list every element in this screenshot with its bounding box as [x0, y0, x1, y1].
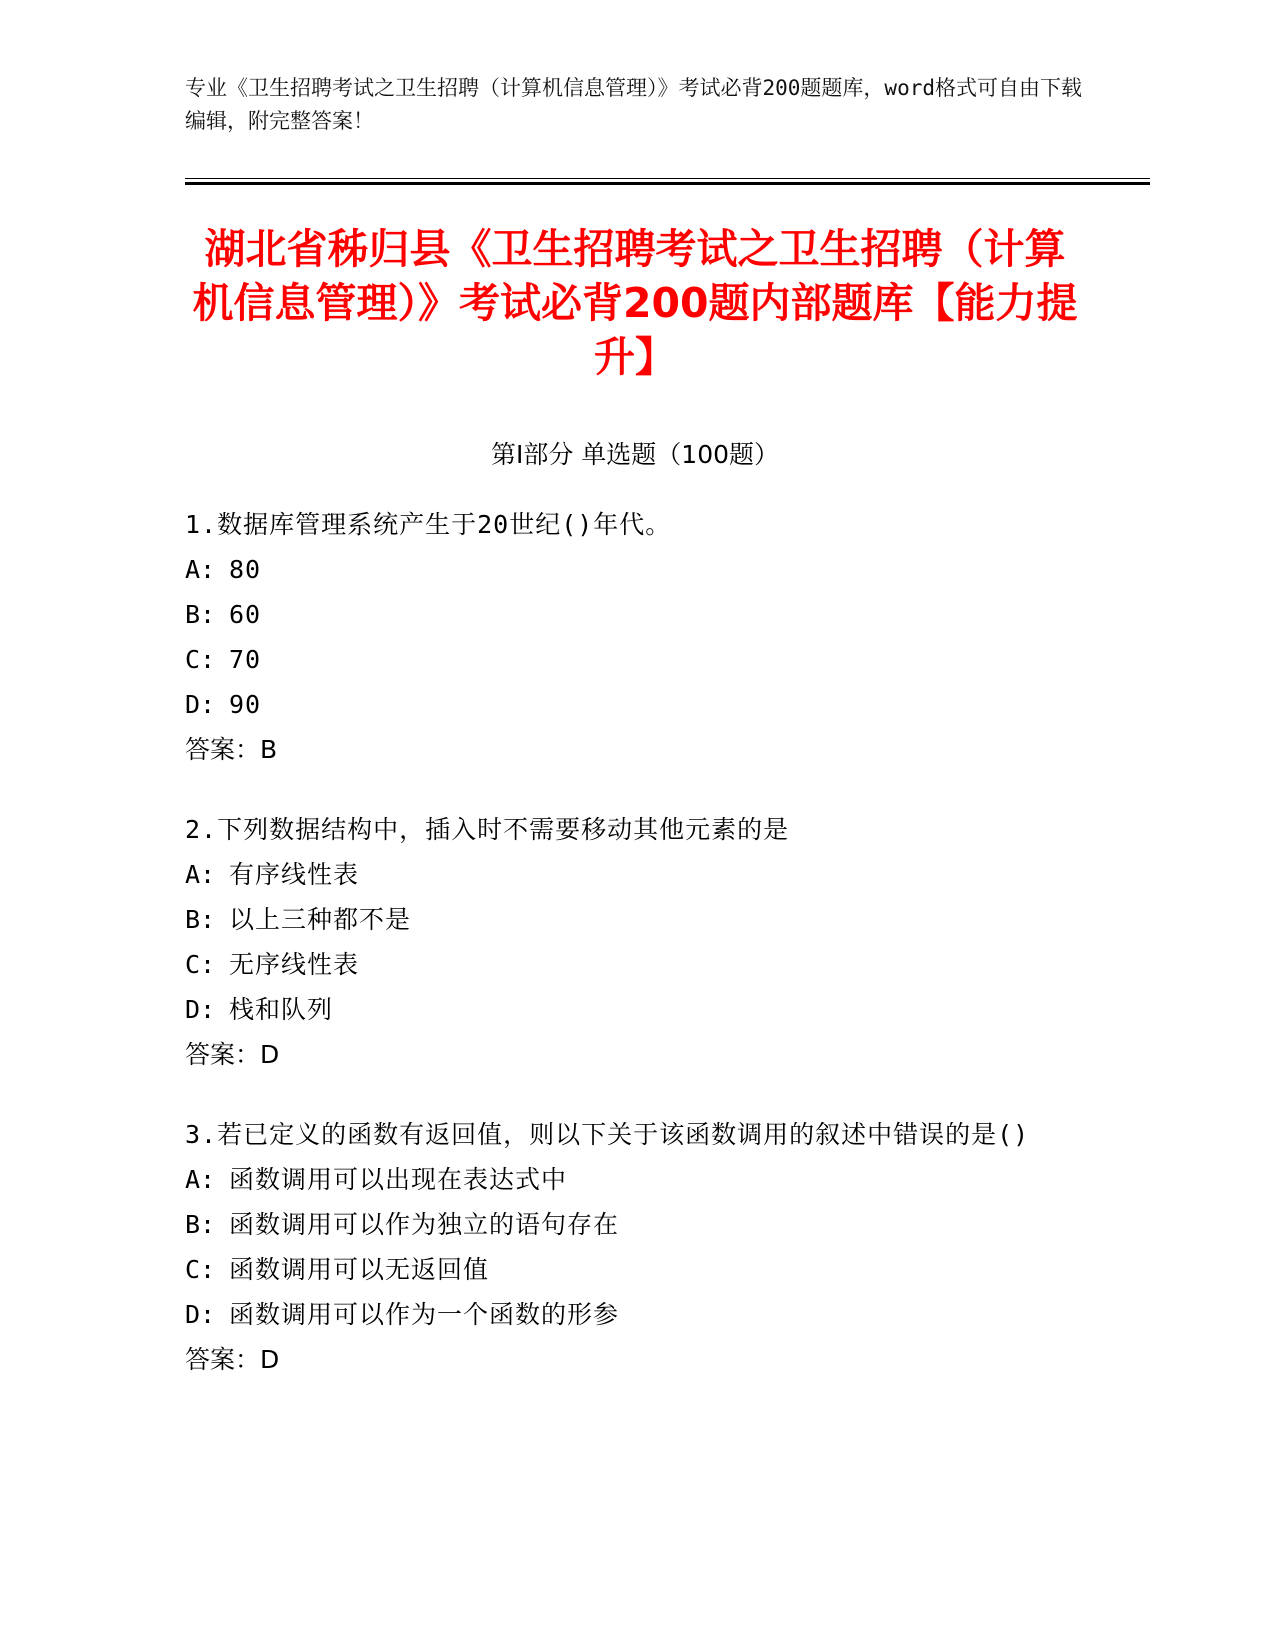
option-letter: B:	[185, 1210, 216, 1239]
option-a	[185, 547, 1065, 592]
option-text: 函数调用可以无返回值	[229, 1255, 490, 1284]
option-a	[185, 852, 1065, 897]
option-letter: D:	[185, 690, 216, 719]
option-letter: A:	[185, 555, 216, 584]
option-text: 80	[229, 555, 262, 584]
option-letter: C:	[185, 950, 216, 979]
section-heading: 第Ⅰ部分 单选题（100题）	[490, 440, 780, 469]
answer-line: 答案：D	[185, 1040, 280, 1069]
option-d	[185, 682, 1065, 727]
option-text: 函数调用可以出现在表达式中	[229, 1165, 568, 1194]
option-b	[185, 897, 1065, 942]
option-text: 有序线性表	[229, 860, 360, 889]
option-text: 无序线性表	[229, 950, 360, 979]
option-c	[185, 942, 1065, 987]
question-3	[185, 1113, 1065, 1382]
option-text: 栈和队列	[229, 995, 334, 1024]
option-letter: D:	[185, 1300, 216, 1329]
question-stem: 3.若已定义的函数有返回值，则以下关于该函数调用的叙述中错误的是()	[185, 1120, 1030, 1149]
option-letter: C:	[185, 1255, 216, 1284]
option-text: 以上三种都不是	[229, 905, 412, 934]
option-letter: B:	[185, 600, 216, 629]
option-letter: C:	[185, 645, 216, 674]
option-text: 函数调用可以作为独立的语句存在	[229, 1210, 620, 1239]
option-letter: D:	[185, 995, 216, 1024]
option-letter: A:	[185, 860, 216, 889]
option-c	[185, 637, 1065, 682]
option-text: 70	[229, 645, 262, 674]
option-text: 90	[229, 690, 262, 719]
document-title: 湖北省秭归县《卫生招聘考试之卫生招聘（计算机信息管理）》考试必背200题内部题库【能力提升】	[192, 225, 1078, 381]
header-rule-thin	[185, 178, 1150, 179]
option-a	[185, 1157, 1065, 1202]
option-b	[185, 1202, 1065, 1247]
option-text: 函数调用可以作为一个函数的形参	[229, 1300, 620, 1329]
option-text: 60	[229, 600, 262, 629]
answer-line: 答案：B	[185, 735, 278, 764]
option-c	[185, 1247, 1065, 1292]
option-letter: B:	[185, 905, 216, 934]
question-stem: 2.下列数据结构中，插入时不需要移动其他元素的是	[185, 815, 790, 844]
header-note: 专业《卫生招聘考试之卫生招聘（计算机信息管理）》考试必背200题题库，word格式可自由下载编辑，附完整答案！	[185, 76, 1082, 133]
option-d	[185, 1292, 1065, 1337]
question-stem: 1.数据库管理系统产生于20世纪()年代。	[185, 510, 672, 539]
header-rule-thick	[185, 182, 1150, 185]
option-letter: A:	[185, 1165, 216, 1194]
question-1	[185, 503, 1065, 772]
option-b	[185, 592, 1065, 637]
answer-line: 答案：D	[185, 1345, 280, 1374]
question-2	[185, 808, 1065, 1077]
option-d	[185, 987, 1065, 1032]
